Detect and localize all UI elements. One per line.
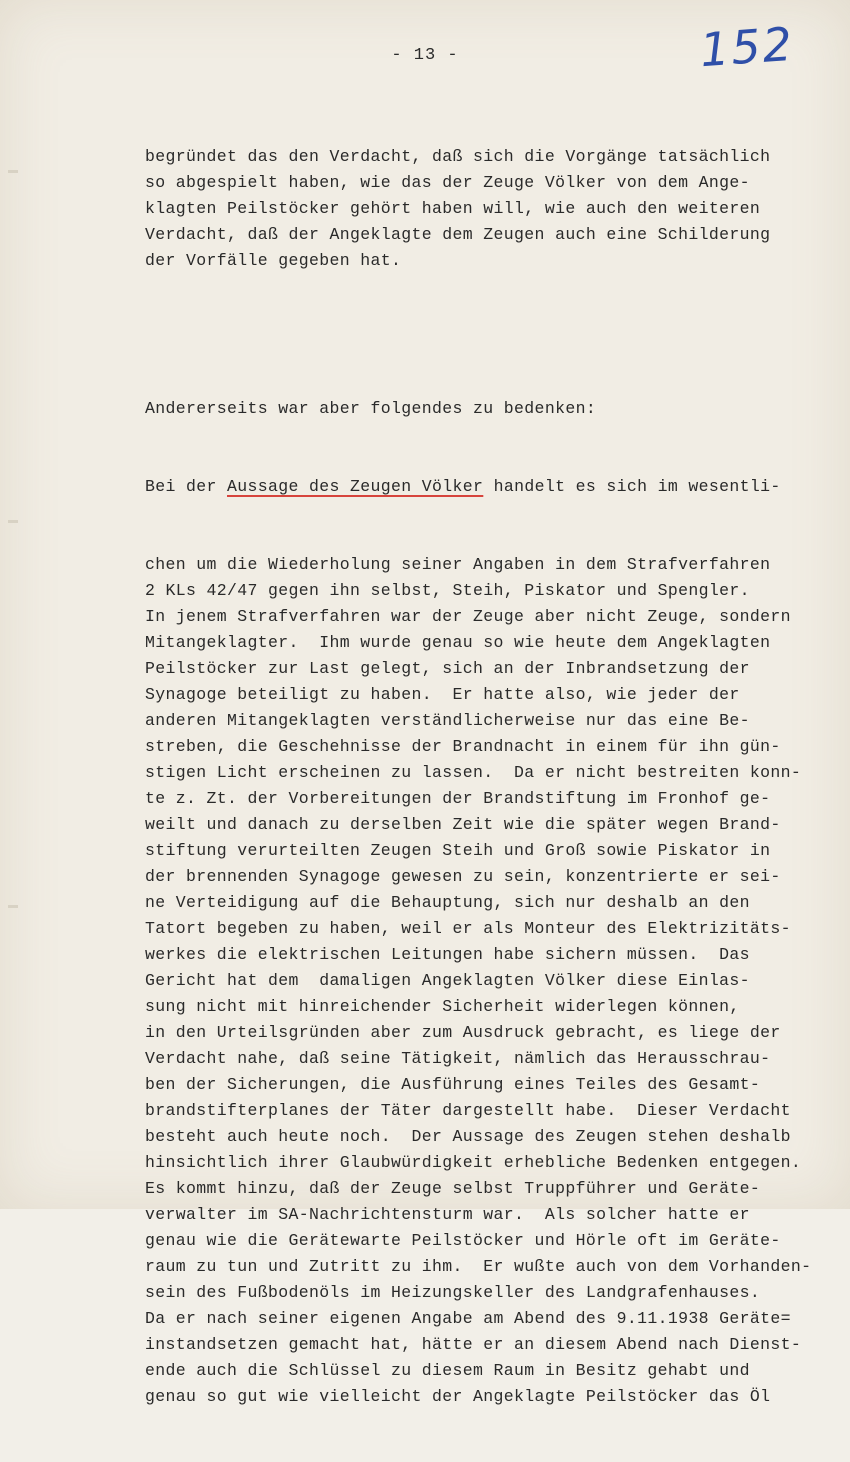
text-line: sung nicht mit hinreichender Sicherheit widerlegen können, [145,997,740,1016]
text-line: Da er nach seiner eigenen Angabe am Abend des 9.11.1938 Geräte= [145,1309,791,1328]
text-line: chen um die Wiederholung seiner Angaben in dem Strafverfahren [145,555,771,574]
paragraph-2-intro: Andererseits war aber folgendes zu bedenken: [145,399,597,418]
text-line: klagten Peilstöcker gehört haben will, wie auch den weiteren [145,199,761,218]
text-line: Synagoge beteiligt zu haben. Er hatte also, wie jeder der [145,685,740,704]
text-line: streben, die Geschehnisse der Brandnacht in einem für ihn gün- [145,737,781,756]
text-segment: handelt es sich im wesentli- [483,477,781,496]
text-line: hinsichtlich ihrer Glaubwürdigkeit erhebliche Bedenken entgegen. [145,1153,802,1172]
text-line: Es kommt hinzu, daß der Zeuge selbst Truppführer und Geräte- [145,1179,761,1198]
text-line: Peilstöcker zur Last gelegt, sich an der Inbrandsetzung der [145,659,750,678]
text-line: besteht auch heute noch. Der Aussage des Zeugen stehen deshalb [145,1127,791,1146]
text-line: Verdacht nahe, daß seine Tätigkeit, nämlich das Herausschrau- [145,1049,771,1068]
text-line: raum zu tun und Zutritt zu ihm. Er wußte auch von dem Vorhanden- [145,1257,812,1276]
text-line: werkes die elektrischen Leitungen habe sichern müssen. Das [145,945,750,964]
punch-mark [8,520,18,523]
text-line: brandstifterplanes der Täter dargestellt habe. Dieser Verdacht [145,1101,791,1120]
punch-mark [8,170,18,173]
text-line: in den Urteilsgründen aber zum Ausdruck gebracht, es liege der [145,1023,781,1042]
text-line: der brennenden Synagoge gewesen zu sein, konzentrierte er sei- [145,867,781,886]
text-line: anderen Mitangeklagten verständlicherweise nur das eine Be- [145,711,750,730]
text-line: 2 KLs 42/47 gegen ihn selbst, Steih, Piskator und Spengler. [145,581,750,600]
handwritten-folio-number: 152 [698,16,796,78]
text-line: weilt und danach zu derselben Zeit wie die später wegen Brand- [145,815,781,834]
text-line: der Vorfälle gegeben hat. [145,251,402,270]
text-line: In jenem Strafverfahren war der Zeuge aber nicht Zeuge, sondern [145,607,791,626]
text-line: sein des Fußbodenöls im Heizungskeller des Landgrafenhauses. [145,1283,761,1302]
text-line: ben der Sicherungen, die Ausführung eines Teiles des Gesamt- [145,1075,761,1094]
page-number: - 13 - [391,46,459,65]
typewritten-body [145,92,835,1462]
punch-mark [8,905,18,908]
text-line: verwalter im SA-Nachrichtensturm war. Als solcher hatte er [145,1205,750,1224]
text-line: te z. Zt. der Vorbereitungen der Brandstiftung im Fronhof ge- [145,789,771,808]
text-line: genau so gut wie vielleicht der Angeklagte Peilstöcker das Öl [145,1387,771,1406]
text-line: begründet das den Verdacht, daß sich die Vorgänge tatsächlich [145,147,771,166]
paragraph-2-first-line [145,474,835,500]
text-line: stigen Licht erscheinen zu lassen. Da er nicht bestreiten konn- [145,763,802,782]
text-line: instandsetzen gemacht hat, hätte er an diesem Abend nach Dienst- [145,1335,802,1354]
paragraph-1 [145,144,835,274]
text-line: Mitangeklagter. Ihm wurde genau so wie heute dem Angeklagten [145,633,771,652]
red-underlined-phrase: Aussage des Zeugen Völker [227,477,484,496]
text-line: genau wie die Gerätewarte Peilstöcker und Hörle oft im Geräte- [145,1231,781,1250]
paragraph-2 [145,552,835,1410]
text-line: Tatort begeben zu haben, weil er als Monteur des Elektrizitäts- [145,919,791,938]
text-line: so abgespielt haben, wie das der Zeuge Völker von dem Ange- [145,173,750,192]
text-line: ne Verteidigung auf die Behauptung, sich nur deshalb an den [145,893,750,912]
text-line: ende auch die Schlüssel zu diesem Raum in Besitz gehabt und [145,1361,750,1380]
text-line: stiftung verurteilten Zeugen Steih und Groß sowie Piskator in [145,841,771,860]
text-line: Verdacht, daß der Angeklagte dem Zeugen auch eine Schilderung [145,225,771,244]
text-line: Gericht hat dem damaligen Angeklagten Völker diese Einlas- [145,971,750,990]
text-segment: Bei der [145,477,228,496]
